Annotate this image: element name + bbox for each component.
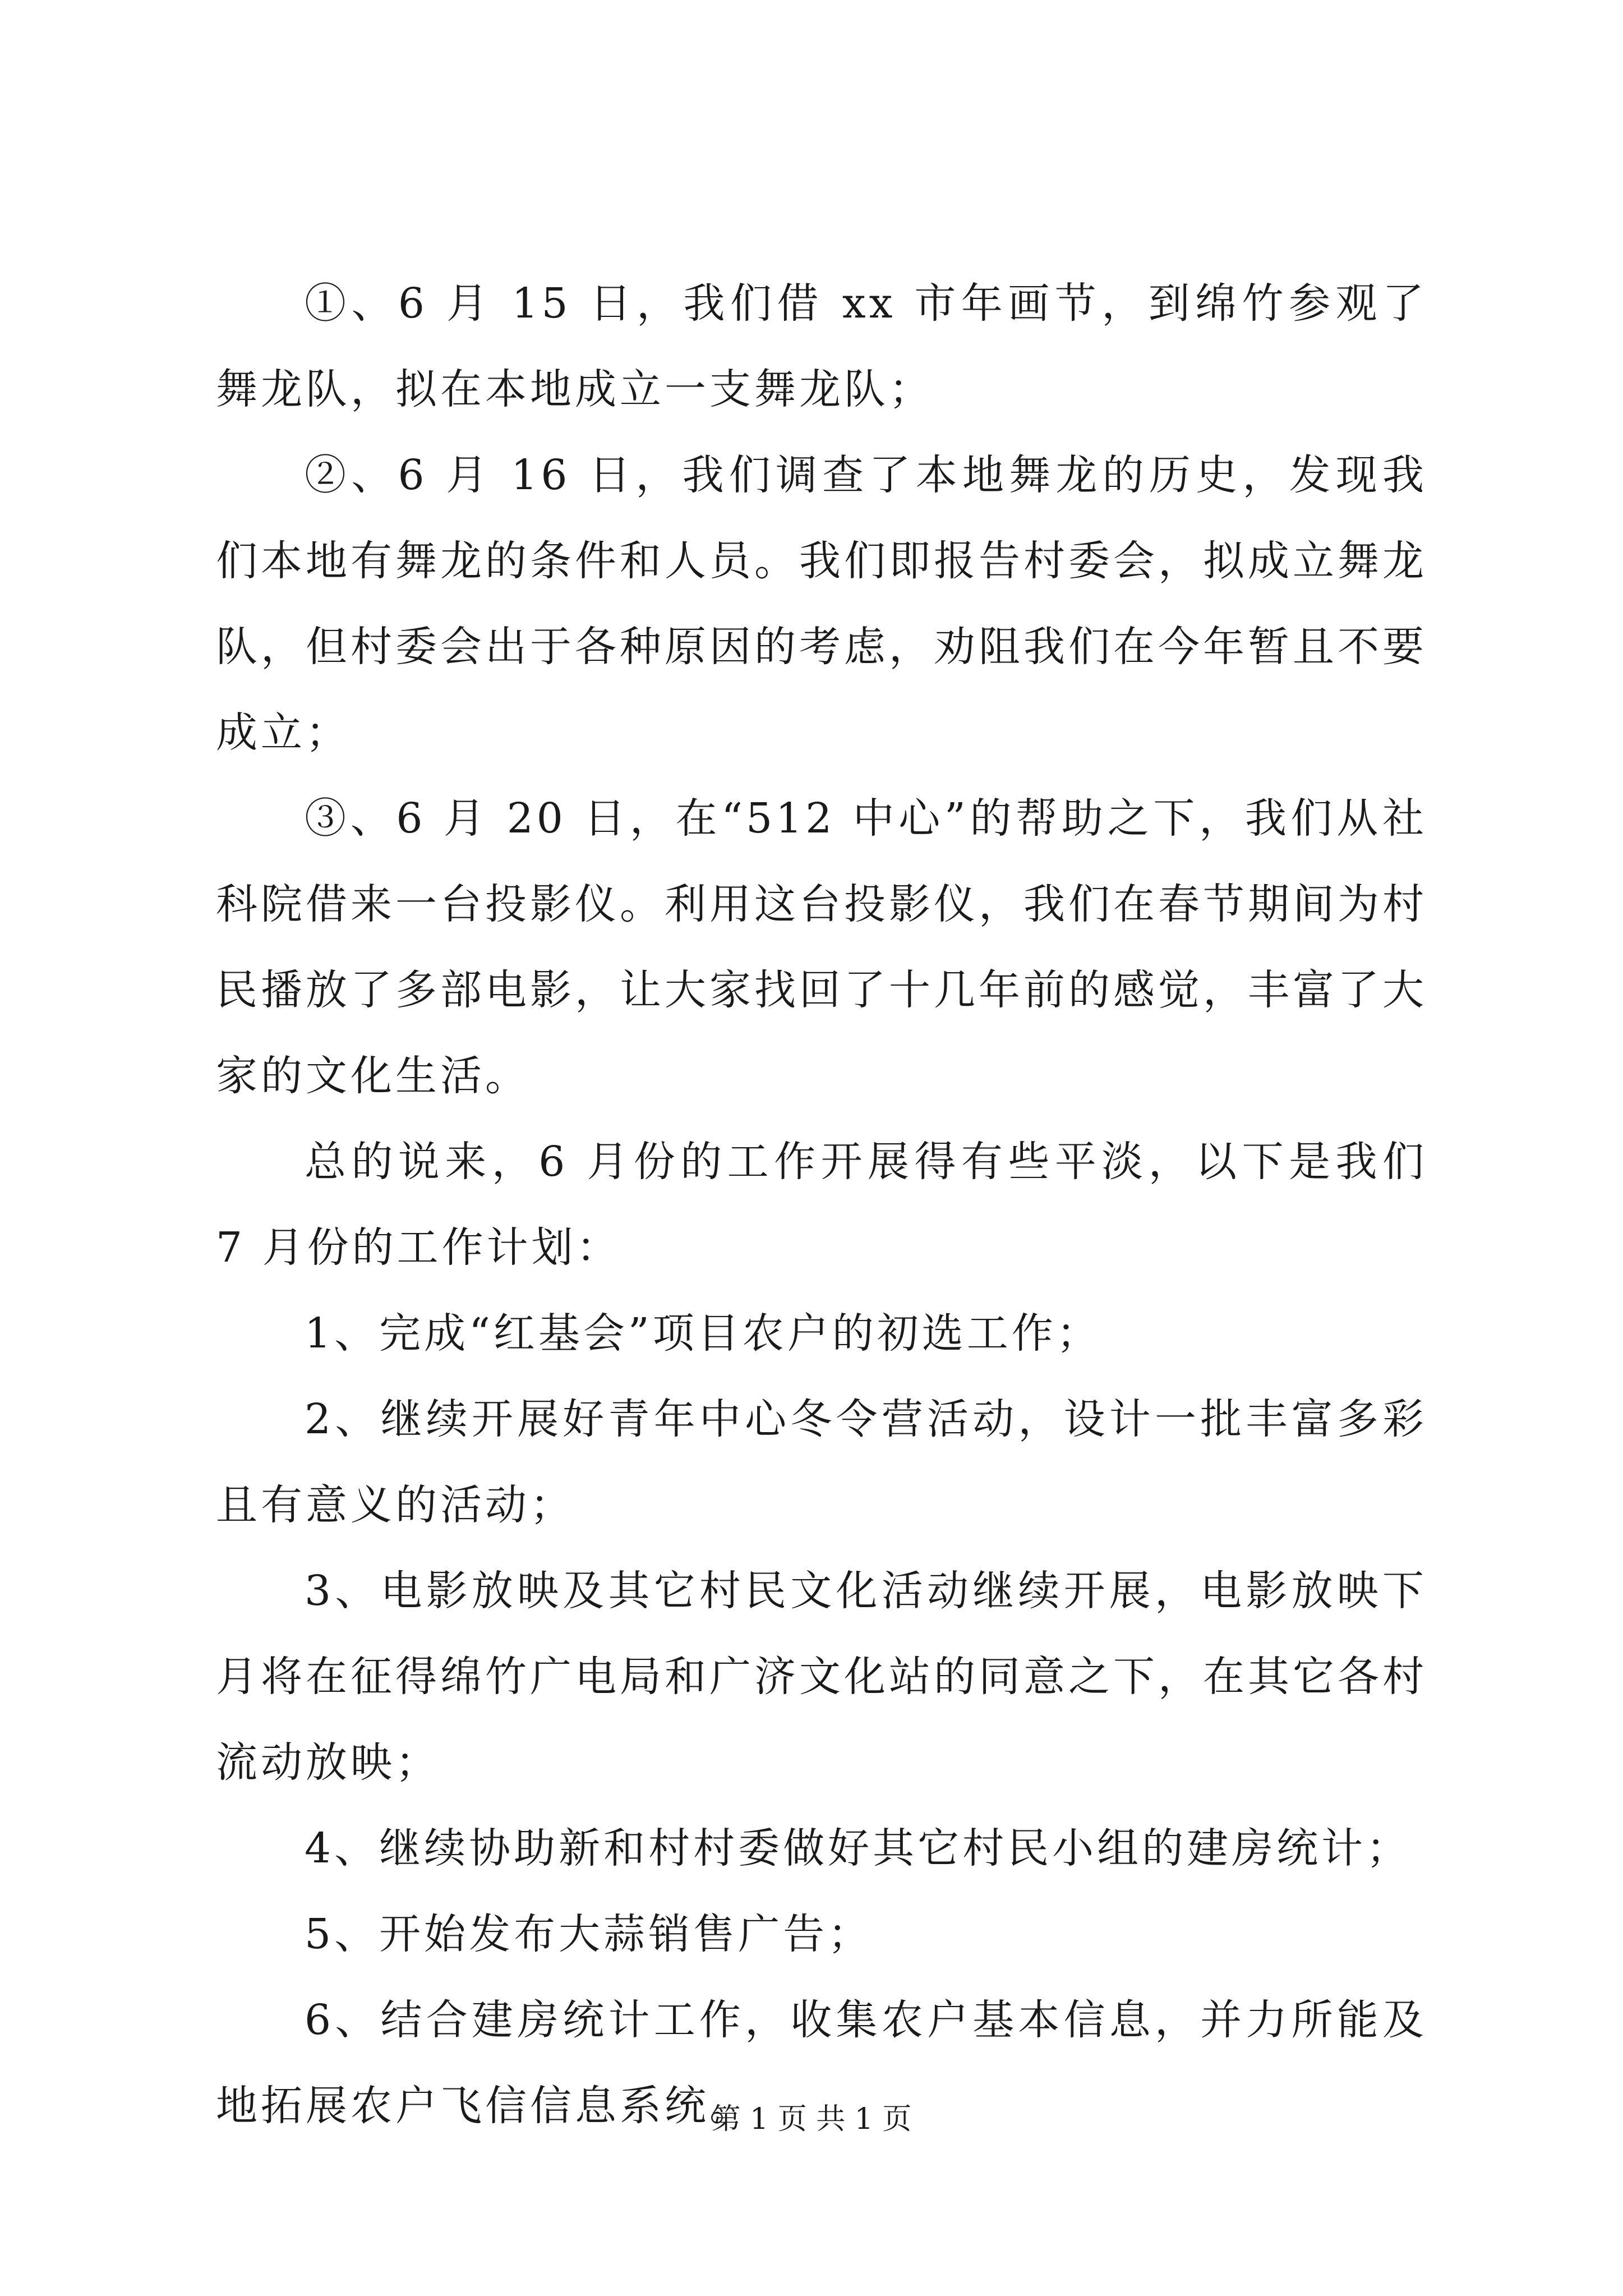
paragraph-1: ①、6 月 15 日，我们借 xx 市年画节，到绵竹参观了舞龙队，拟在本地成立一支舞龙队； (216, 279, 1427, 413)
paragraph-3: ③、6 月 20 日，在“512 中心”的帮助之下，我们从社科院借来一台投影仪。利用这台投影仪，我们在春节期间为村民播放了多部电影，让大家找回了十几年前的感觉，丰富了大家的文化生活。 (216, 794, 1427, 1100)
page-number-footer: 第 1 页 共 1 页 (711, 2102, 912, 2136)
paragraph-4: 总的说来，6 月份的工作开展得有些平淡，以下是我们 7 月份的工作计划： (216, 1138, 1427, 1272)
paragraph-2: ②、6 月 16 日，我们调查了本地舞龙的历史，发现我们本地有舞龙的条件和人员。我们即报告村委会，拟成立舞龙队，但村委会出于各种原因的考虑，劝阻我们在今年暂且不要成立； (216, 451, 1427, 757)
plan-item-5: 5、开始发布大蒜销售广告； (305, 1910, 873, 1958)
plan-item-4: 4、继续协助新和村村委做好其它村民小组的建房统计； (305, 1824, 1412, 1872)
plan-item-3: 3、电影放映及其它村民文化活动继续开展，电影放映下月将在征得绵竹广电局和广济文化站的同意之下，在其它各村流动放映； (216, 1567, 1427, 1787)
plan-item-6: 6、结合建房统计工作，收集农户基本信息，并力所能及地拓展农户飞信信息系统。 (216, 1996, 1427, 2130)
plan-item-1: 1、完成“红基会”项目农户的初选工作； (305, 1309, 1101, 1358)
document-body (216, 261, 1427, 2149)
plan-item-2: 2、继续开展好青年中心冬令营活动，设计一批丰富多彩且有意义的活动； (216, 1395, 1427, 1529)
